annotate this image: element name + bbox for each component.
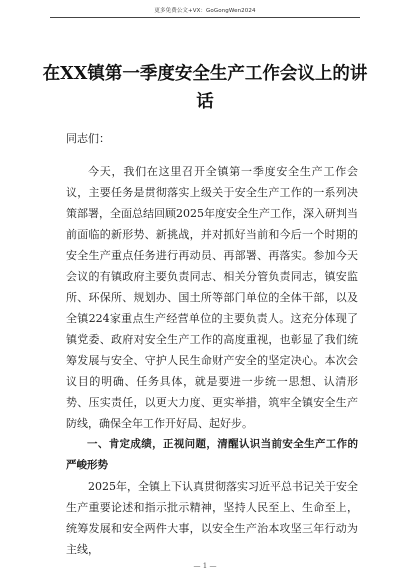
page-number: — 1 — [193, 562, 217, 570]
greeting: 同志们： [66, 132, 110, 145]
section-heading: 一、肯定成绩，正视问题，清醒认识当前安全生产工作的严峻形势 [66, 438, 358, 471]
header-note: 更多免费公文+VX：GoGongWen2024 [154, 8, 256, 14]
document-title: 在XX镇第一季度安全生产工作会议上的讲话 [42, 64, 368, 112]
body-paragraph: 今天，我们在这里召开全镇第一季度安全生产工作会议，主要任务是贯彻落实上级关于安全生产工作的一系列决策部署，全面总结回顾2025年度安全生产工作，深入研判当前面临的新形势、新挑战，并对抓好当前和今后一个时期的安全生产重点任务进行再动员、再部署、再落实。参加今天会议的有镇政府主要负责同志、相关分管负责同志，镇安监所、环保所、规划办、国土所等部门单位的全体干部，以及全镇224家重点生产经营单位的主要负责人。这充分体现了镇党委、政府对安全生产工作的高度重视，也彰显了我们统筹发展与安全、守护人民生命财产安全的坚定决心。本次会议目的明确、任务具体，就是要进一步统一思想、认清形势、压实责任，以更大力度、更实举措，筑牢全镇安全生产防线，确保全年工作开好局、起好步。 [66, 165, 358, 430]
header-divider [50, 17, 360, 18]
body-paragraph: 2025年，全镇上下认真贯彻落实习近平总书记关于安全生产重要论述和指示批示精神，坚持人民至上、生命至上，统筹发展和安全两件大事，以安全生产治本攻坚三年行动为主线， [66, 480, 358, 556]
document-body [66, 128, 358, 560]
